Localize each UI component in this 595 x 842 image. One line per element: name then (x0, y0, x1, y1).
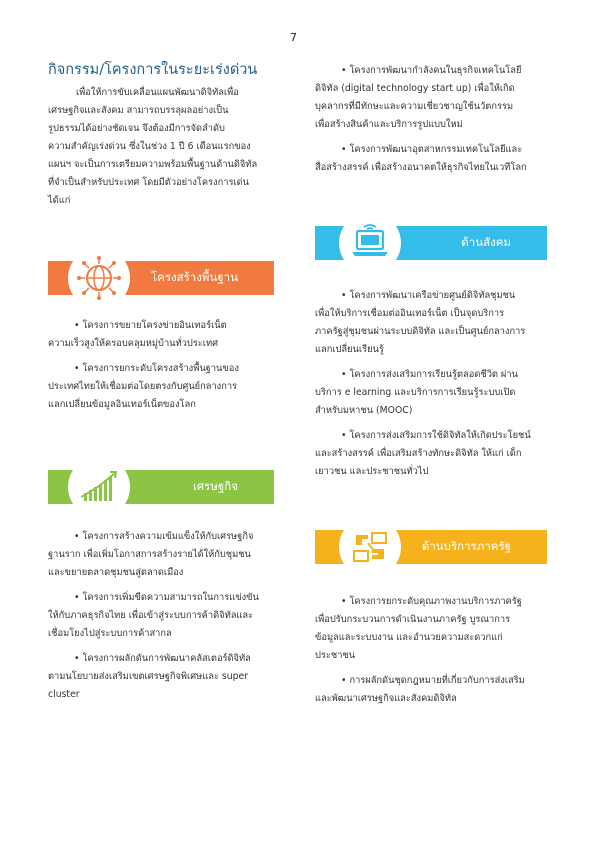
network-globe-icon (77, 256, 121, 300)
page-number: 7 (290, 31, 297, 44)
economy-banner (48, 470, 274, 504)
intro-line: ที่จำเป็นสำหรับประเทศ โดยมีตัวอย่างโครงการเด่น (48, 177, 250, 188)
intro-paragraph (48, 84, 280, 210)
bullet-line: ให้กับภาคธุรกิจไทย เพื่อเข้าสู่ระบบการค้าดิจิทัลและ (48, 610, 254, 621)
bullet-line: ภาครัฐสู่ชุมชนผ่านระบบดิจิทัล และเป็นศูนย์กลางการ (315, 326, 526, 337)
infrastructure-title: โครงสร้างพื้นฐาน (150, 270, 238, 284)
bullet-line: เชื่อมโยงไปสู่ระบบการค้าสากล (48, 628, 172, 639)
bullet-line: เพื่อให้บริการเชื่อมต่ออินเทอร์เน็ต เป็นจุดบริการ (315, 308, 505, 319)
bullet-line: ประชาชน (315, 650, 356, 661)
infrastructure-banner (48, 261, 274, 295)
economy-icon-circle (68, 456, 130, 518)
intro-line: ได้แก่ (48, 195, 71, 206)
bullet-line: • โครงการยกระดับโครงสร้างพื้นฐานของ (74, 363, 239, 374)
bullet-line: • โครงการพัฒนาอุตสาหกรรมเทคโนโลยีและ (341, 144, 523, 155)
bullet-line: • โครงการยกระดับคุณภาพงานบริการภาครัฐ (341, 596, 522, 607)
bullet-line: • การผลักดันชุดกฎหมายที่เกี่ยวกับการส่งเสริม (341, 675, 525, 686)
section-heading: กิจกรรม/โครงการในระยะเร่งด่วน (48, 62, 258, 78)
bullet-line: สำหรับมหาชน (MOOC) (315, 405, 413, 416)
intro-line: เศรษฐกิจและสังคม สามารถบรรลุผลอย่างเป็น (48, 105, 229, 116)
bullet-line: ความเร็วสูงให้ครอบคลุมหมู่บ้านทั่วประเทศ (48, 338, 218, 349)
bullet-line: • โครงการพัฒนาเครือข่ายศูนย์ดิจิทัลชุมชน (341, 290, 516, 301)
bullet-line: และสร้างสรรค์ เพื่อเสริมสร้างทักษะดิจิทัล ให้แก่ เด็ก (315, 448, 522, 459)
government-title: ด้านบริการภาครัฐ (421, 539, 511, 553)
society-icon-circle (339, 212, 401, 274)
government-icon-circle (339, 516, 401, 578)
intro-line: แผนฯ จะเป็นการเตรียมความพร้อมพื้นฐานด้านดิจิทัล (48, 159, 258, 170)
right-top-bullets (315, 62, 547, 177)
government-banner (315, 530, 547, 564)
bullet-line: • โครงการขยายโครงข่ายอินเทอร์เน็ต (74, 320, 227, 331)
economy-title: เศรษฐกิจ (192, 479, 238, 493)
bullet-line: และพัฒนาเศรษฐกิจและสังคมดิจิทัล (315, 693, 457, 704)
bullet-line: ประเทศไทยให้เชื่อมต่อโดยตรงกับศูนย์กลางการ (48, 381, 238, 392)
intro-line: ความสำคัญเร่งด่วน ซึ่งในช่วง 1 ปี 6 เดือนแรกของ (48, 141, 251, 152)
bullet-line: • โครงการสร้างความเข้มแข็งให้กับเศรษฐกิจ (74, 531, 254, 542)
bullet-line: และขยายตลาดชุมชนสู่ตลาดเมือง (48, 567, 184, 578)
growth-chart-icon (77, 465, 121, 509)
bullet-line: สื่อสร้างสรรค์ เพื่อสร้างอนาคตให้ธุรกิจไทยในเวทีโลก (315, 162, 527, 173)
bullet-line: บริการ e learning และบริการการเรียนรู้ระบบเปิด (315, 387, 516, 398)
bullet-line: ตามนโยบายส่งเสริมเขตเศรษฐกิจพิเศษและ super (48, 671, 249, 682)
bullet-line: บุคลากรที่มีทักษะและความเชี่ยวชาญใช้นวัตกรรม (315, 101, 514, 112)
society-title: ด้านสังคม (461, 235, 511, 249)
economy-bullets (48, 528, 280, 704)
society-bullets (315, 287, 547, 481)
bullet-line: • โครงการส่งเสริมการเรียนรู้ตลอดชีวิต ผ่าน (341, 369, 518, 380)
government-building-icon (348, 525, 392, 569)
society-banner (315, 226, 547, 260)
infrastructure-bullets (48, 317, 280, 414)
bullet-line: แลกเปลี่ยนเรียนรู้ (315, 344, 384, 355)
bullet-line: แลกเปลี่ยนข้อมูลอินเทอร์เน็ตของโลก (48, 399, 196, 410)
bullet-line: • โครงการเพิ่มขีดความสามารถในการแข่งขัน (74, 592, 259, 603)
bullet-line: ฐานราก เพื่อเพิ่มโอกาสการสร้างรายได้ให้กับชุมชน (48, 549, 251, 560)
laptop-icon (348, 221, 392, 265)
bullet-line: cluster (48, 689, 80, 700)
bullet-line: • โครงการพัฒนากำลังคนในธุรกิจเทคโนโลยี (341, 65, 522, 76)
infrastructure-icon-circle (68, 247, 130, 309)
bullet-line: ดิจิทัล (digital technology start up) เพื่อให้เกิด (315, 83, 515, 94)
bullet-line: เพื่อสร้างสินค้าและบริการรูปแบบใหม่ (315, 119, 463, 130)
intro-line: รูปธรรมได้อย่างชัดเจน จึงต้องมีการจัดลำดับ (48, 123, 225, 134)
bullet-line: เพื่อปรับกระบวนการดำเนินงานภาครัฐ บูรณาการ (315, 614, 511, 625)
bullet-line: • โครงการส่งเสริมการใช้ดิจิทัลให้เกิดประโยชน์ (341, 430, 531, 441)
bullet-line: ข้อมูลและระบบงาน และอำนวยความสะดวกแก่ (315, 632, 503, 643)
bullet-line: • โครงการผลักดันการพัฒนาคลัสเตอร์ดิจิทัล (74, 653, 251, 664)
intro-line: เพื่อให้การขับเคลื่อนแผนพัฒนาดิจิทัลเพื่อ (76, 87, 239, 98)
government-bullets (315, 593, 547, 708)
bullet-line: เยาวชน และประชาชนทั่วไป (315, 466, 429, 477)
